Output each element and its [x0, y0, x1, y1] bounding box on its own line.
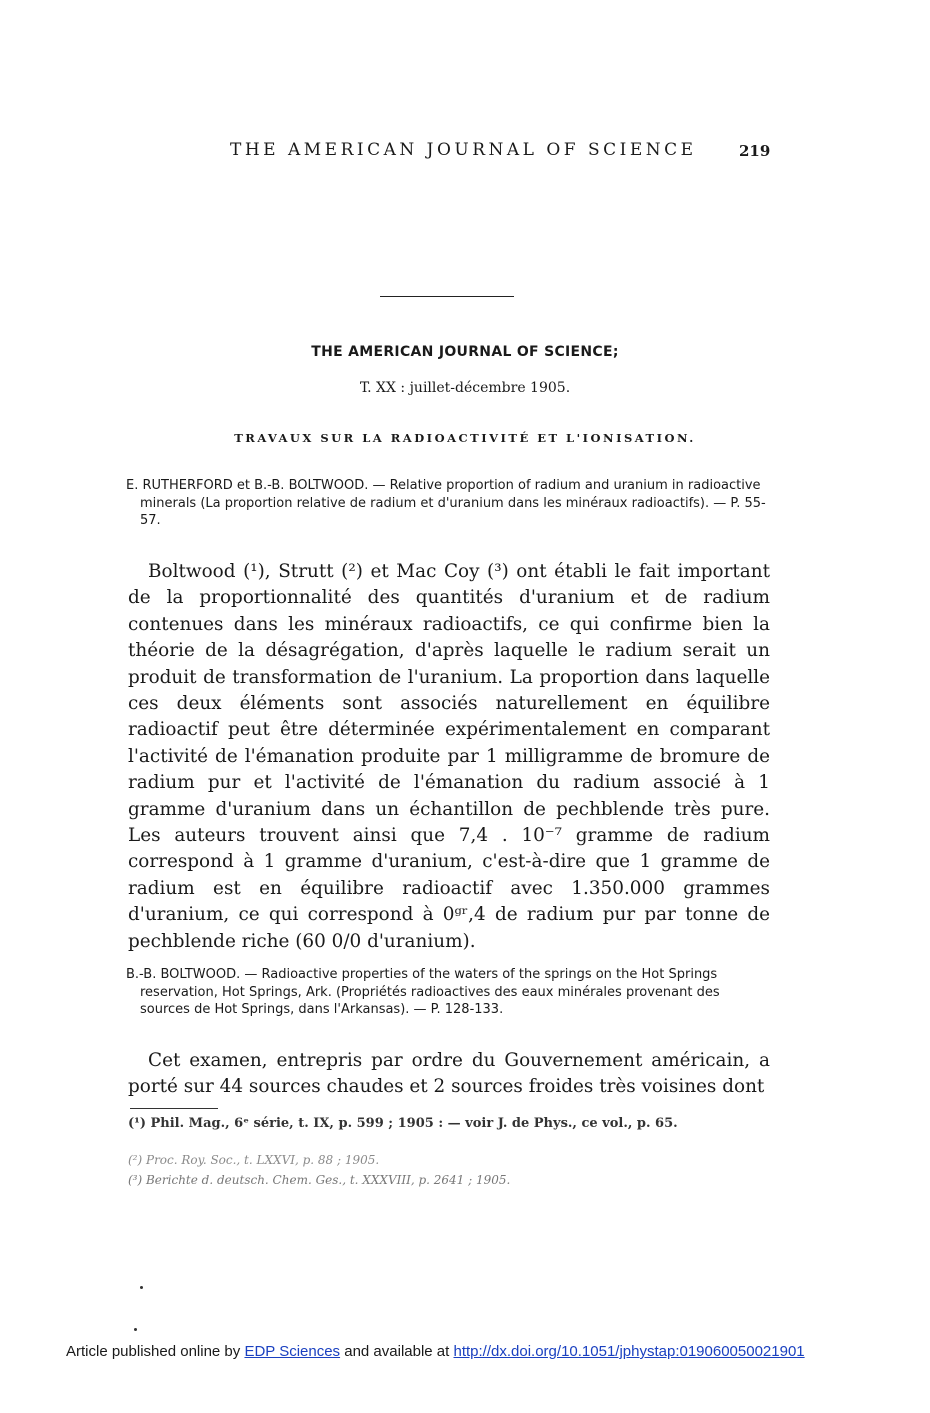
footer [66, 1343, 805, 1360]
article-reference-text: E. RUTHERFORD et B.-B. BOLTWOOD. — Relative proportion of radium and uranium in radioactive minerals (La proportion relative de radium et d'uranium dans les minéraux radioactifs). — P. 55-57. [126, 478, 766, 528]
scan-speck [134, 1328, 137, 1331]
footnote-rule [130, 1108, 218, 1109]
footer-middle: and available at [344, 1343, 450, 1360]
footnote: (¹) Phil. Mag., 6ᵉ série, t. IX, p. 599 ; 1905 : — voir J. de Phys., ce vol., p. 65. [128, 1116, 678, 1131]
journal-volume: T. XX : juillet-décembre 1905. [359, 380, 571, 396]
footnote: (³) Berichte d. deutsch. Chem. Ges., t. XXXVIII, p. 2641 ; 1905. [128, 1173, 511, 1187]
article-body [128, 559, 770, 955]
running-title: THE AMERICAN JOURNAL OF SCIENCE [230, 140, 697, 160]
footnote: (²) Proc. Roy. Soc., t. LXXVI, p. 88 ; 1905. [128, 1153, 380, 1167]
article-paragraph: Boltwood (¹), Strutt (²) et Mac Coy (³) ont établi le fait important de la proportionnalité des quantités d'uranium et de radium contenues dans les minéraux radioactifs, ce qui confirme bien la théorie de la désagrégation, d'après laquelle le radium serait un produit de transformation de l'uranium. La proportion dans laquelle ces deux éléments sont associés naturellement en équilibre radioactif peut être déterminée expérimentalement en comparant l'activité de l'émanation produite par 1 milligramme de bromure de radium pur et l'activité de l'émanation du radium associé à 1 gramme d'uranium dans un échantillon de pechblende très pure. Les auteurs trouvent ainsi que 7,4 . 10⁻⁷ gramme de radium correspond à 1 gramme d'uranium, c'est-à-dire que 1 gramme de radium est en équilibre radioactif avec 1.350.000 grammes d'uranium, ce qui correspond à 0ᵍʳ,4 de radium pur par tonne de pechblende riche (60 0/0 d'uranium). [128, 561, 770, 952]
doi-link[interactable]: http://dx.doi.org/10.1051/jphystap:019060050021901 [453, 1343, 805, 1360]
article-reference-text: B.-B. BOLTWOOD. — Radioactive properties of the waters of the springs on the Hot Springs reservation, Hot Springs, Ark. (Propriétés radioactives des eaux minérales provenant des sources de Hot Springs, dans l'Arkansas). — P. 128-133. [126, 967, 720, 1017]
footer-prefix: Article published online by [66, 1343, 241, 1360]
publisher-link[interactable]: EDP Sciences [244, 1343, 341, 1360]
page-number: 219 [739, 142, 771, 160]
journal-title: THE AMERICAN JOURNAL OF SCIENCE; [311, 344, 619, 360]
scan-speck [140, 1286, 143, 1289]
article-reference [126, 966, 770, 1019]
separator-rule [380, 296, 514, 297]
article-paragraph: Cet examen, entrepris par ordre du Gouvernement américain, a porté sur 44 sources chaudes et 2 sources froides très voisines dont [128, 1050, 770, 1098]
article-reference [126, 477, 770, 530]
section-heading: TRAVAUX SUR LA RADIOACTIVITÉ ET L'IONISATION. [234, 431, 696, 445]
article-body [128, 1048, 770, 1101]
